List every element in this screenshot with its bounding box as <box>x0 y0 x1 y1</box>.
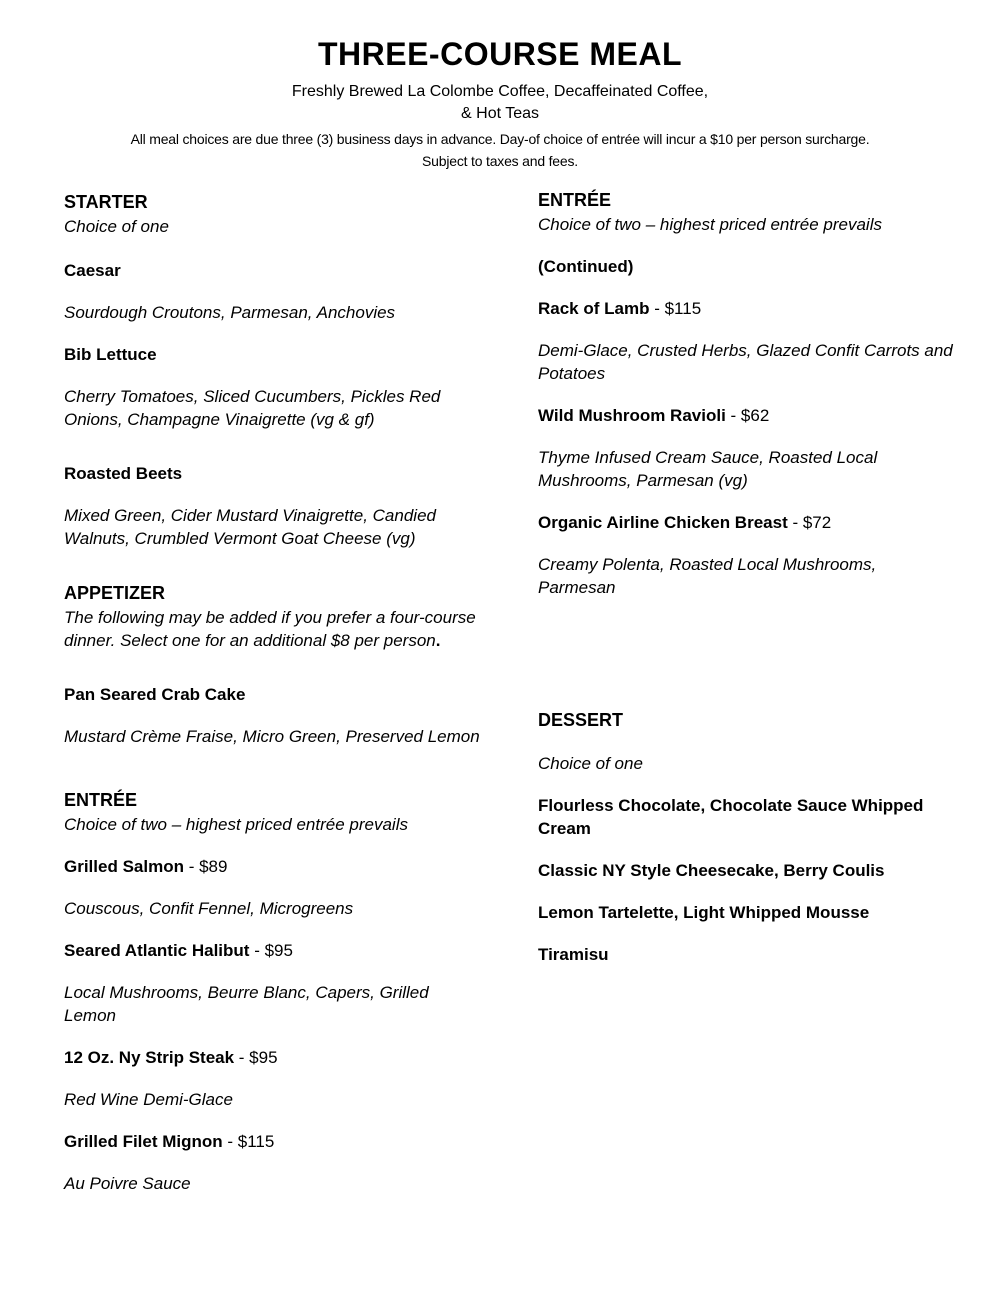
item-name-filet-mignon <box>64 1130 516 1153</box>
item-price: - $72 <box>787 513 832 532</box>
item-desc-chicken-breast: Creamy Polenta, Roasted Local Mushrooms, Parmesan <box>538 555 877 597</box>
dessert-choice-note: Choice of one <box>538 754 643 773</box>
menu-subtitle-line1: Freshly Brewed La Colombe Coffee, Decaffeinated Coffee, <box>291 83 709 100</box>
item-name-halibut <box>64 939 516 962</box>
section-heading-dessert: DESSERT <box>538 710 624 730</box>
item-price: - $95 <box>234 1048 278 1067</box>
item-price: - $89 <box>183 857 228 876</box>
item-desc-crab-cake: Mustard Crème Fraise, Micro Green, Preserved Lemon <box>64 727 480 746</box>
item-desc-bib-lettuce: Cherry Tomatoes, Sliced Cucumbers, Pickles Red Onions, Champagne Vinaigrette (vg & gf) <box>64 387 441 429</box>
item-desc-roasted-beets: Mixed Green, Cider Mustard Vinaigrette, Candied Walnuts, Crumbled Vermont Goat Cheese (vg) <box>64 506 436 548</box>
item-name-caesar: Caesar <box>64 261 121 280</box>
item-desc-filet-mignon: Au Poivre Sauce <box>64 1174 191 1193</box>
item-price: - $95 <box>249 941 293 960</box>
item-desc-grilled-salmon: Couscous, Confit Fennel, Microgreens <box>64 899 354 918</box>
left-column <box>64 190 516 1214</box>
page-title: THREE-COURSE MEAL <box>317 36 683 72</box>
item-name-roasted-beets: Roasted Beets <box>64 464 183 483</box>
item-name-text: Grilled Salmon <box>64 857 184 876</box>
item-name-rack-of-lamb <box>538 297 990 320</box>
item-name-crab-cake: Pan Seared Crab Cake <box>64 685 246 704</box>
section-heading-entree: ENTRÉE <box>64 790 138 810</box>
section-heading-entree-continued: ENTRÉE <box>538 190 612 210</box>
appetizer-note-text: The following may be added if you prefer a four-course dinner. Select one for an additional $8 per person <box>64 608 476 650</box>
item-name-chicken-breast <box>538 511 990 534</box>
item-price: - $62 <box>725 406 770 425</box>
item-name-text: Wild Mushroom Ravioli <box>538 406 726 425</box>
item-name-text: 12 Oz. Ny Strip Steak <box>64 1048 235 1067</box>
item-name-text: Grilled Filet Mignon <box>64 1132 223 1151</box>
advance-notice-line2: Subject to taxes and fees. <box>422 153 578 169</box>
item-name-cheesecake: Classic NY Style Cheesecake, Berry Coulis <box>538 861 885 880</box>
section-heading-starter: STARTER <box>64 192 148 212</box>
appetizer-note <box>64 606 514 652</box>
item-name-grilled-salmon <box>64 855 516 878</box>
item-name-bib-lettuce: Bib Lettuce <box>64 345 157 364</box>
continued-label: (Continued) <box>538 257 634 276</box>
item-name-tiramisu: Tiramisu <box>538 945 609 964</box>
item-name-flourless-chocolate: Flourless Chocolate, Chocolate Sauce Whipped Cream <box>538 796 924 838</box>
item-desc-caesar: Sourdough Croutons, Parmesan, Anchovies <box>64 303 396 322</box>
advance-notice-line1: All meal choices are due three (3) business days in advance. Day-of choice of entrée will incur a $10 per person surcharge. <box>130 131 870 147</box>
advance-notice <box>0 128 1000 172</box>
item-name-lemon-tartelette: Lemon Tartelette, Light Whipped Mousse <box>538 903 870 922</box>
menu-header <box>0 0 1000 172</box>
item-desc-rack-of-lamb: Demi-Glace, Crusted Herbs, Glazed Confit Carrots and Potatoes <box>538 341 953 383</box>
section-heading-appetizer: APPETIZER <box>64 583 166 603</box>
item-desc-strip-steak: Red Wine Demi-Glace <box>64 1090 233 1109</box>
item-name-strip-steak <box>64 1046 516 1069</box>
item-price: - $115 <box>222 1132 275 1151</box>
entree-choice-note: Choice of two – highest priced entrée prevails <box>64 815 408 834</box>
item-name-mushroom-ravioli <box>538 404 990 427</box>
item-price: - $115 <box>649 299 702 318</box>
item-name-text: Seared Atlantic Halibut <box>64 941 250 960</box>
item-desc-mushroom-ravioli: Thyme Infused Cream Sauce, Roasted Local Mushrooms, Parmesan (vg) <box>538 448 878 490</box>
item-name-text: Rack of Lamb <box>538 299 650 318</box>
menu-subtitle-line2: & Hot Teas <box>461 105 539 122</box>
item-name-text: Organic Airline Chicken Breast <box>538 513 788 532</box>
entree-continued-choice-note: Choice of two – highest priced entrée prevails <box>538 215 882 234</box>
item-desc-halibut: Local Mushrooms, Beurre Blanc, Capers, Grilled Lemon <box>64 983 429 1025</box>
appetizer-note-period: . <box>435 631 441 650</box>
starter-choice-note: Choice of one <box>64 217 169 236</box>
right-column <box>538 188 990 985</box>
